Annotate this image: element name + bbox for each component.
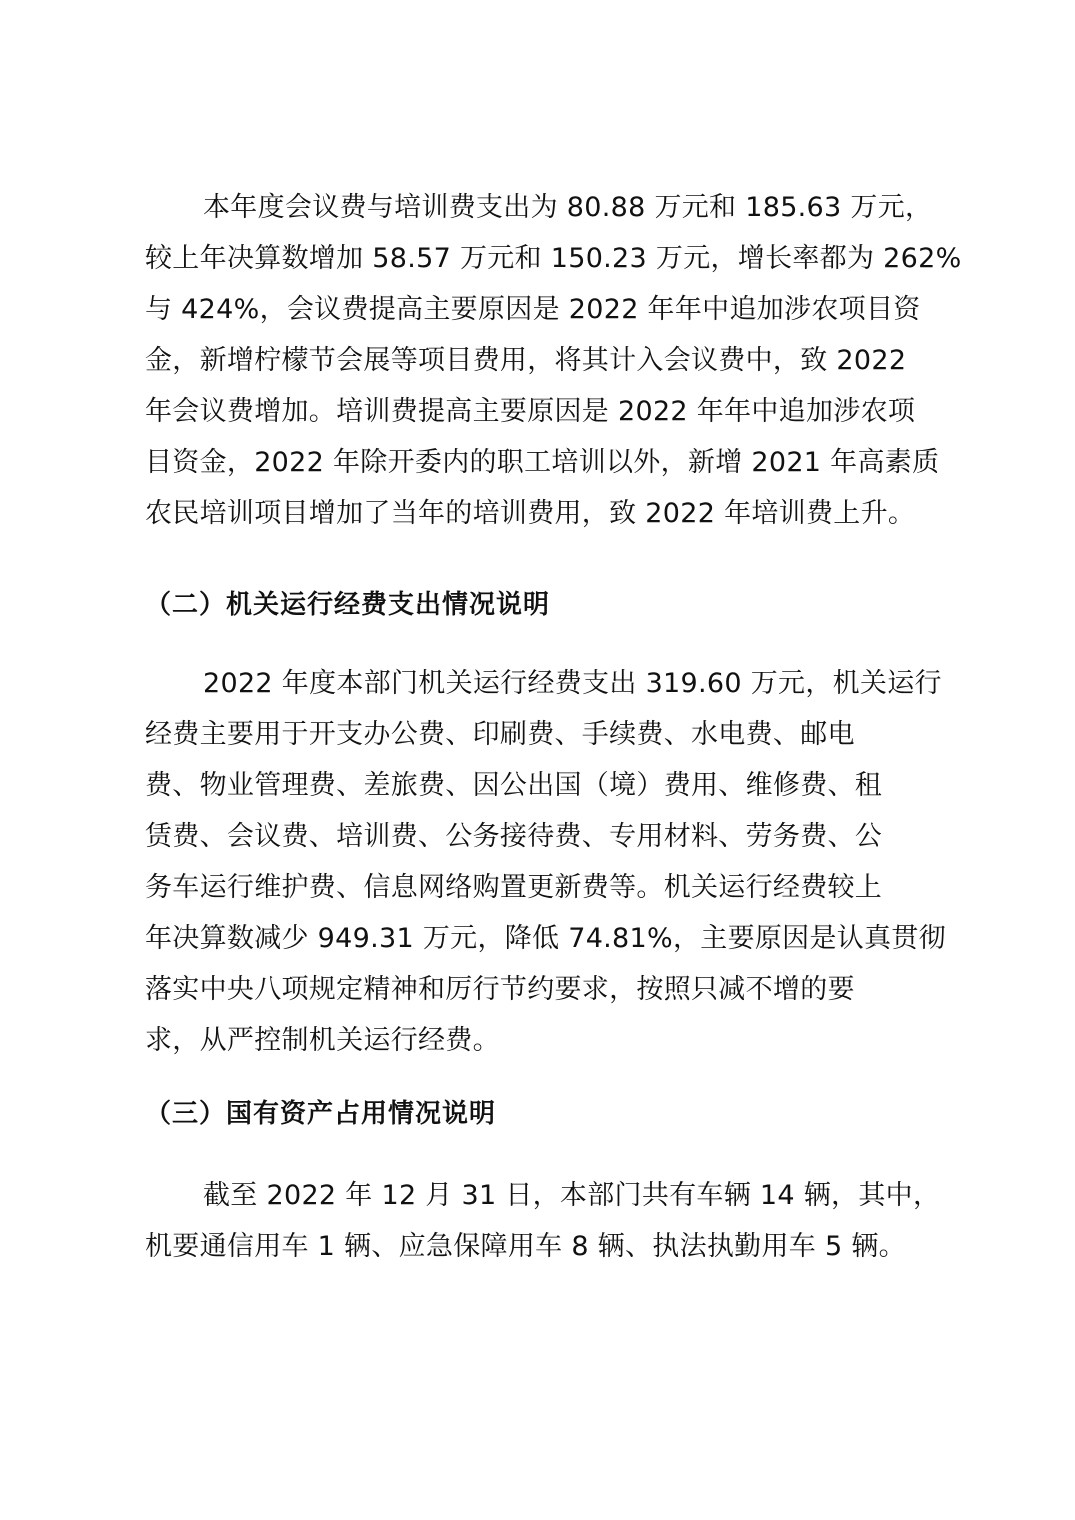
paragraph-line: 本年度会议费与培训费支出为 80.88 万元和 185.63 万元， <box>203 192 933 223</box>
paragraph-line: 目资金，2022 年除开委内的职工培训以外，新增 2021 年高素质 <box>145 447 940 478</box>
paragraph-line: 经费主要用于开支办公费、印刷费、手续费、水电费、邮电 <box>145 719 855 750</box>
paragraph-line: 赁费、会议费、培训费、公务接待费、专用材料、劳务费、公 <box>145 821 883 852</box>
paragraph-line: 较上年决算数增加 58.57 万元和 150.23 万元，增长率都为 262% <box>145 243 962 274</box>
section-heading: （二）机关运行经费支出情况说明 <box>145 590 551 620</box>
paragraph-line: 求，从严控制机关运行经费。 <box>145 1025 500 1056</box>
paragraph-line: 农民培训项目增加了当年的培训费用，致 2022 年培训费上升。 <box>145 498 916 529</box>
paragraph-line: 机要通信用车 1 辆、应急保障用车 8 辆、执法执勤用车 5 辆。 <box>145 1231 906 1262</box>
paragraph-line: 年决算数减少 949.31 万元，降低 74.81%，主要原因是认真贯彻 <box>145 923 946 954</box>
paragraph-line: 务车运行维护费、信息网络购置更新费等。机关运行经费较上 <box>145 872 883 903</box>
section-heading: （三）国有资产占用情况说明 <box>145 1099 497 1129</box>
section-heading-operating-expenses <box>145 585 945 625</box>
paragraph-line: 2022 年度本部门机关运行经费支出 319.60 万元，机关运行 <box>203 668 942 699</box>
paragraph-operating-expenses <box>145 658 945 1066</box>
paragraph-line: 截至 2022 年 12 月 31 日，本部门共有车辆 14 辆，其中， <box>203 1180 941 1211</box>
paragraph-meeting-training-fees <box>145 182 962 539</box>
paragraph-line: 与 424%，会议费提高主要原因是 2022 年年中追加涉农项目资 <box>145 294 921 325</box>
paragraph-line: 年会议费增加。培训费提高主要原因是 2022 年年中追加涉农项 <box>145 396 916 427</box>
section-heading-state-assets <box>145 1094 945 1134</box>
paragraph-line: 落实中央八项规定精神和厉行节约要求，按照只减不增的要 <box>145 974 855 1005</box>
paragraph-line: 费、物业管理费、差旅费、因公出国（境）费用、维修费、租 <box>145 770 883 801</box>
paragraph-line: 金，新增柠檬节会展等项目费用，将其计入会议费中，致 2022 <box>145 345 907 376</box>
paragraph-state-assets <box>145 1170 945 1272</box>
